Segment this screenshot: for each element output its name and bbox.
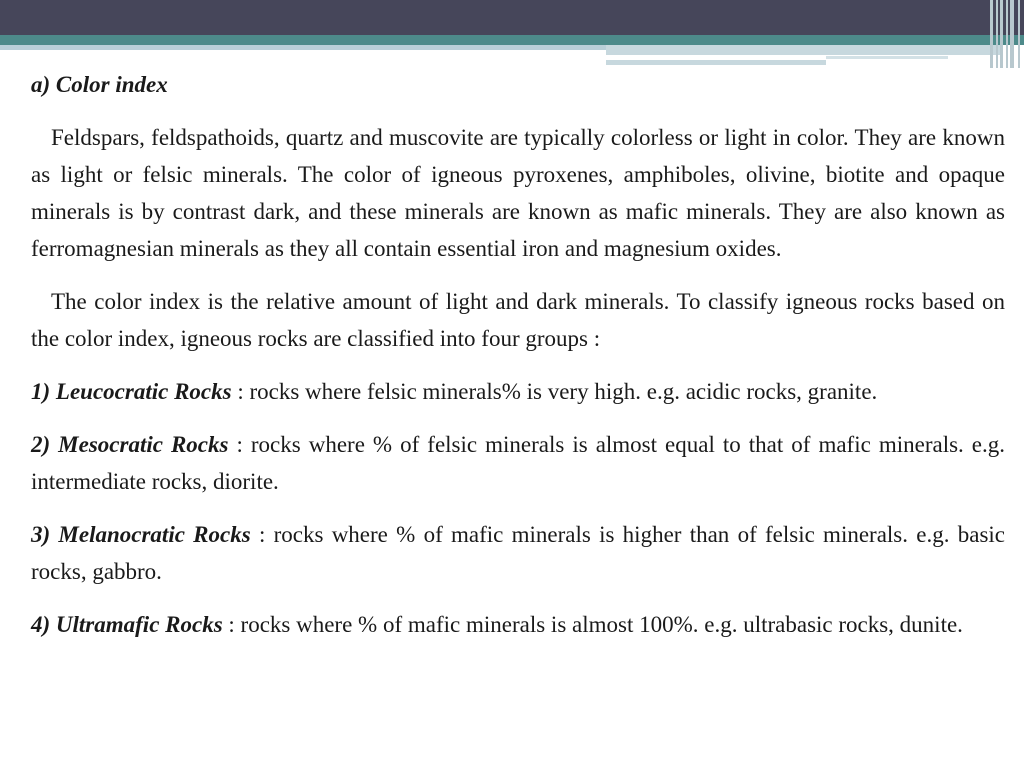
group-description: : rocks where % of mafic minerals is almost 100%. e.g. ultrabasic rocks, dunite. (222, 612, 963, 637)
group-term: 1) Leucocratic Rocks (31, 379, 232, 404)
group-mesocratic (31, 426, 1005, 500)
group-description: : rocks where % of mafic minerals is higher than of felsic minerals. e.g. basic rocks, gabbro. (31, 522, 1006, 584)
banner-dark-band (0, 0, 1024, 35)
banner-step-band (606, 45, 1002, 55)
banner-accent-line (826, 56, 948, 59)
group-term: 4) Ultramafic Rocks (31, 612, 223, 637)
group-melanocratic (31, 516, 1005, 590)
banner-teal-band (0, 35, 1024, 45)
group-description: : rocks where % of felsic minerals is almost equal to that of mafic minerals. e.g. intermediate rocks, diorite. (31, 432, 1006, 494)
paragraph-felsic-mafic: Feldspars, feldspathoids, quartz and muscovite are typically colorless or light in color. They are known as light or felsic minerals. The color of igneous pyroxenes, amphiboles, olivine, biotite and opaque minerals is by contrast dark, and these minerals are known as mafic minerals. They are also known as ferromagnesian minerals as they all contain essential iron and magnesium oxides. (31, 125, 1005, 261)
banner-accent-line (606, 60, 826, 65)
banner-vertical-bars (990, 0, 1024, 68)
group-leucocratic (31, 373, 1005, 410)
slide-body (31, 66, 1005, 659)
group-description: : rocks where felsic minerals% is very high. e.g. acidic rocks, granite. (231, 379, 878, 404)
section-heading: a) Color index (31, 72, 168, 97)
banner-light-band (0, 45, 606, 50)
group-ultramafic (31, 606, 1005, 643)
group-term: 2) Mesocratic Rocks (31, 432, 229, 457)
slide-header-banner (0, 0, 1024, 72)
paragraph-color-index: The color index is the relative amount of light and dark minerals. To classify igneous rocks based on the color index, igneous rocks are classified into four groups : (31, 289, 1005, 351)
group-term: 3) Melanocratic Rocks (31, 522, 251, 547)
